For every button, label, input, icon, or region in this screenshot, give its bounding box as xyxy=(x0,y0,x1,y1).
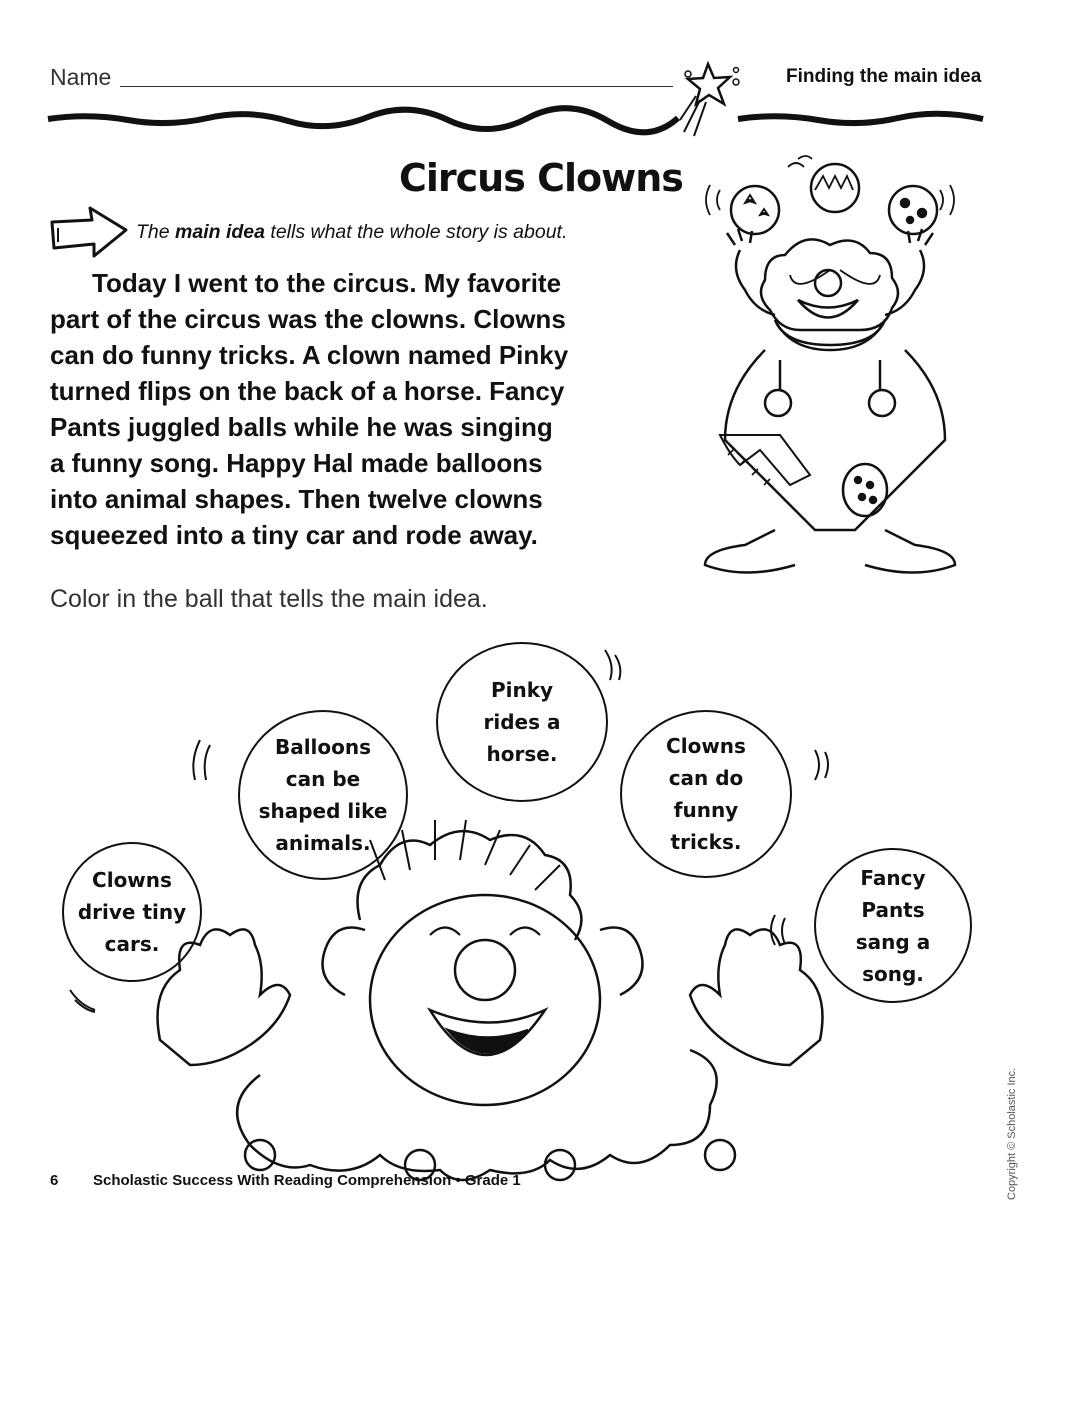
arrow-icon xyxy=(50,206,130,262)
instructions: Color in the ball that tells the main idea. xyxy=(50,585,488,613)
juggling-clown-illustration xyxy=(680,155,990,590)
answer-ball-drive-tiny-cars[interactable]: Clowns drive tiny cars. xyxy=(62,842,202,982)
story-line: Today I went to the circus. My favorite xyxy=(92,268,562,298)
answer-ball-balloons[interactable]: Balloons can be shaped like animals. xyxy=(238,710,408,880)
name-input-line[interactable] xyxy=(120,86,673,87)
story-line: into animal shapes. Then twelve clowns xyxy=(50,484,543,514)
answer-ball-pinky-rides-horse[interactable]: Pinky rides a horse. xyxy=(436,642,608,802)
story-line: squeezed into a tiny car and rode away. xyxy=(50,520,538,550)
story-line: Pants juggled balls while he was singing xyxy=(50,412,553,442)
story-line: a funny song. Happy Hal made balloons xyxy=(50,448,543,478)
story-line: turned flips on the back of a horse. Fancy xyxy=(50,376,565,406)
name-label: Name xyxy=(50,64,112,90)
book-title: Scholastic Success With Reading Comprehension • Grade 1 xyxy=(93,1172,521,1189)
answer-ball-fancy-pants-song[interactable]: Fancy Pants sang a song. xyxy=(814,848,972,1003)
copyright-notice: Copyright © Scholastic Inc. xyxy=(1006,1067,1018,1200)
story-paragraph xyxy=(50,265,670,553)
skill-heading: Finding the main idea xyxy=(786,66,982,87)
answer-ball-clowns-funny-tricks[interactable]: Clowns can do funny tricks. xyxy=(620,710,792,878)
story-line: part of the circus was the clowns. Clowns xyxy=(50,304,566,334)
page-number: 6 xyxy=(50,1172,59,1189)
header-divider xyxy=(48,110,983,128)
story-line: can do funny tricks. A clown named Pinky xyxy=(50,340,569,370)
main-idea-tip: The main idea tells what the whole story is about. xyxy=(136,221,568,243)
page-title: Circus Clowns xyxy=(399,156,683,200)
star-icon xyxy=(676,60,746,140)
